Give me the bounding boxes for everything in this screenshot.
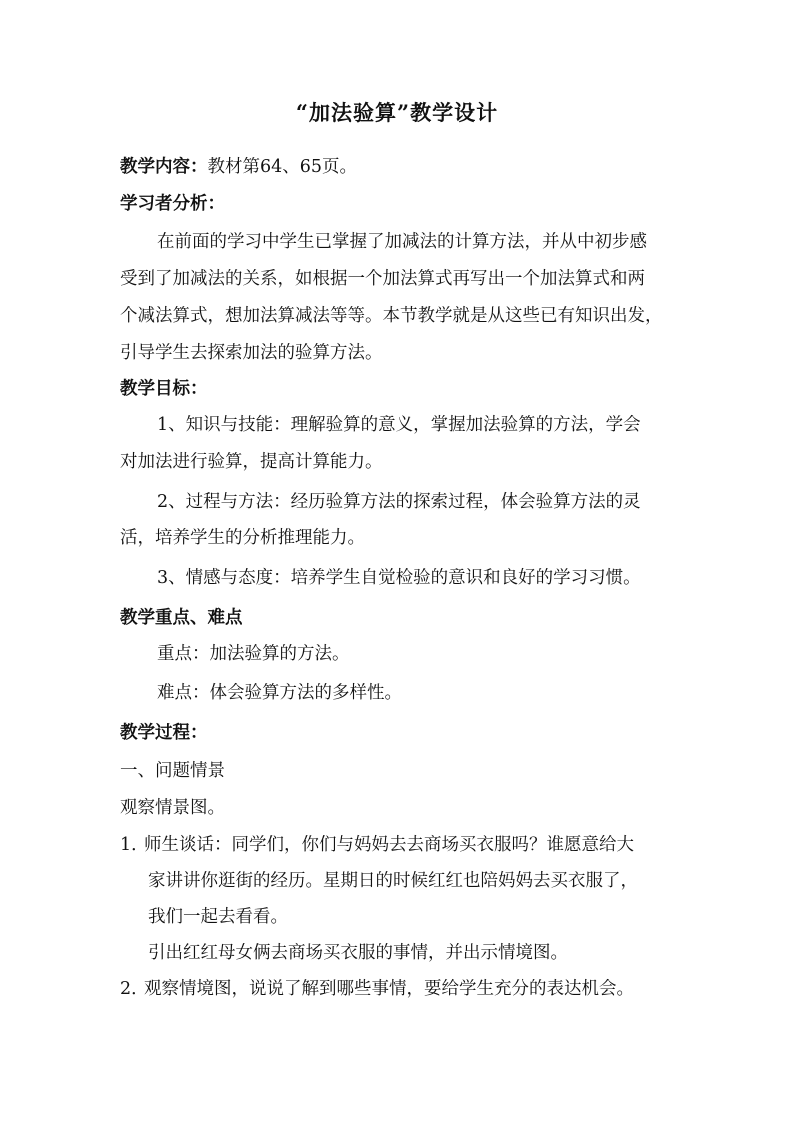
- item1-line-3: 我们一起去看看。: [148, 907, 288, 927]
- item2-number: 2．: [120, 979, 149, 999]
- item1-line-4: 引出红红母女俩去商场买衣服的事情，并出示情境图。: [148, 943, 568, 963]
- goal1-line-2: 对加法进行验算，提高计算能力。: [120, 452, 383, 472]
- item1-line-1: 师生谈话：同学们，你们与妈妈去去商场买衣服吗？谁愿意给大: [144, 835, 634, 855]
- learner-line-2: 受到了加减法的关系，如根据一个加法算式再写出一个加法算式和两: [120, 269, 645, 289]
- document-title: “加法验算”教学设计: [295, 100, 499, 125]
- item1-line-2: 家讲讲你逛街的经历。星期日的时候红红也陪妈妈去买衣服了，: [148, 871, 638, 891]
- section1-heading: 一、问题情景: [120, 761, 225, 781]
- item1-number: 1．: [120, 835, 149, 855]
- learner-line-1: 在前面的学习中学生已掌握了加减法的计算方法，并从中初步感: [157, 232, 647, 252]
- goal2-line-2: 活，培养学生的分析推理能力。: [120, 528, 365, 548]
- goal1-line-1: 1、知识与技能：理解验算的意义，掌握加法验算的方法，学会: [157, 415, 641, 435]
- content-value: 教材第64、65页。: [207, 157, 358, 177]
- process-heading: 教学过程：: [120, 723, 208, 743]
- content-label: 教学内容：: [120, 157, 208, 177]
- difficulty-line: 难点：体会验算方法的多样性。: [157, 683, 402, 703]
- item2-line: 观察情境图，说说了解到哪些事情，要给学生充分的表达机会。: [144, 979, 634, 999]
- goals-heading: 教学目标：: [120, 379, 208, 399]
- learner-line-3: 个减法算式，想加法算减法等等。本节教学就是从这些已有知识出发，: [120, 306, 663, 326]
- observe-line: 观察情景图。: [120, 798, 225, 818]
- learner-line-4: 引导学生去探索加法的验算方法。: [120, 343, 383, 363]
- goal3-line: 3、情感与态度：培养学生自觉检验的意识和良好的学习习惯。: [157, 568, 641, 588]
- learner-heading: 学习者分析：: [120, 194, 225, 214]
- goal2-line-1: 2、过程与方法：经历验算方法的探索过程，体会验算方法的灵: [157, 492, 641, 512]
- keypoints-heading: 教学重点、难点: [120, 608, 243, 628]
- content-row: [120, 155, 357, 179]
- keypoint-line: 重点：加法验算的方法。: [157, 644, 350, 664]
